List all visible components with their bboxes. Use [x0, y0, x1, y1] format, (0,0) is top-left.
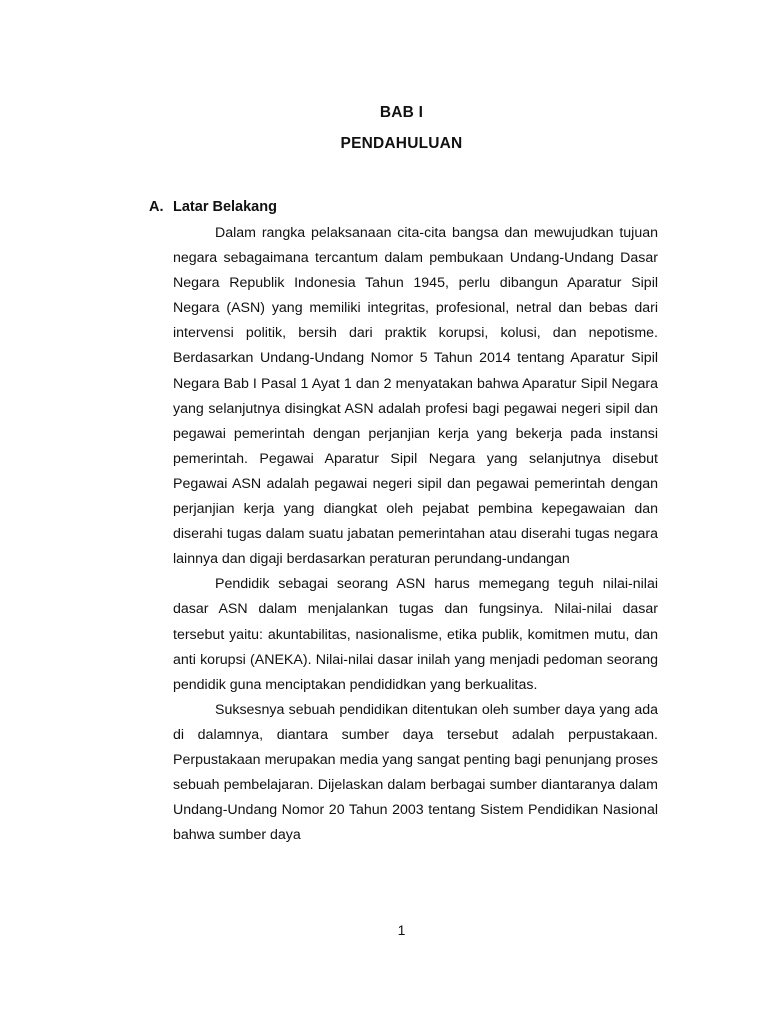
- chapter-number: BAB I: [379, 104, 424, 121]
- section-title: Latar Belakang: [173, 199, 277, 215]
- paragraph: Dalam rangka pelaksanaan cita-cita bangsa dan mewujudkan tujuan negara sebagaimana tercantum dalam pembukaan Undang-Undang Dasar Negara Republik Indonesia Tahun 1945, perlu dibangun Aparatur Sipil Negara (ASN) yang memiliki integritas, profesional, netral dan bebas dari intervensi politik, bersih dari praktik korupsi, kolusi, dan nepotisme. Berdasarkan Undang-Undang Nomor 5 Tahun 2014 tentang Aparatur Sipil Negara Bab I Pasal 1 Ayat 1 dan 2 menyatakan bahwa Aparatur Sipil Negara yang selanjutnya disingkat ASN adalah profesi bagi pegawai negeri sipil dan pegawai pemerintah dengan perjanjian kerja yang bekerja pada instansi pemerintah. Pegawai Aparatur Sipil Negara yang selanjutnya disebut Pegawai ASN adalah pegawai negeri sipil dan pegawai pemerintah dengan perjanjian kerja yang diangkat oleh pejabat pembina kepegawaian dan diserahi tugas dalam suatu jabatan pemerintahan atau diserahi tugas negara lainnya dan digaji berdasarkan peraturan perundang-undangan: [173, 225, 658, 568]
- page-number: 1: [397, 922, 406, 938]
- body-text: [173, 221, 658, 848]
- section-heading: [149, 199, 277, 215]
- chapter-title: PENDAHULUAN: [340, 135, 463, 152]
- paragraph: Suksesnya sebuah pendidikan ditentukan oleh sumber daya yang ada di dalamnya, diantara sumber daya tersebut adalah perpustakaan. Perpustakaan merupakan media yang sangat penting bagi penunjang proses sebuah pembelajaran. Dijelaskan dalam berbagai sumber diantaranya dalam Undang-Undang Nomor 20 Tahun 2003 tentang Sistem Pendidikan Nasional bahwa sumber daya: [173, 701, 658, 844]
- paragraph: Pendidik sebagai seorang ASN harus memegang teguh nilai-nilai dasar ASN dalam menjalankan tugas dan fungsinya. Nilai-nilai dasar tersebut yaitu: akuntabilitas, nasionalisme, etika publik, komitmen mutu, dan anti korupsi (ANEKA). Nilai-nilai dasar inilah yang menjadi pedoman seorang pendidik guna menciptakan pendididkan yang berkualitas.: [173, 576, 658, 693]
- section-marker: A.: [149, 199, 164, 215]
